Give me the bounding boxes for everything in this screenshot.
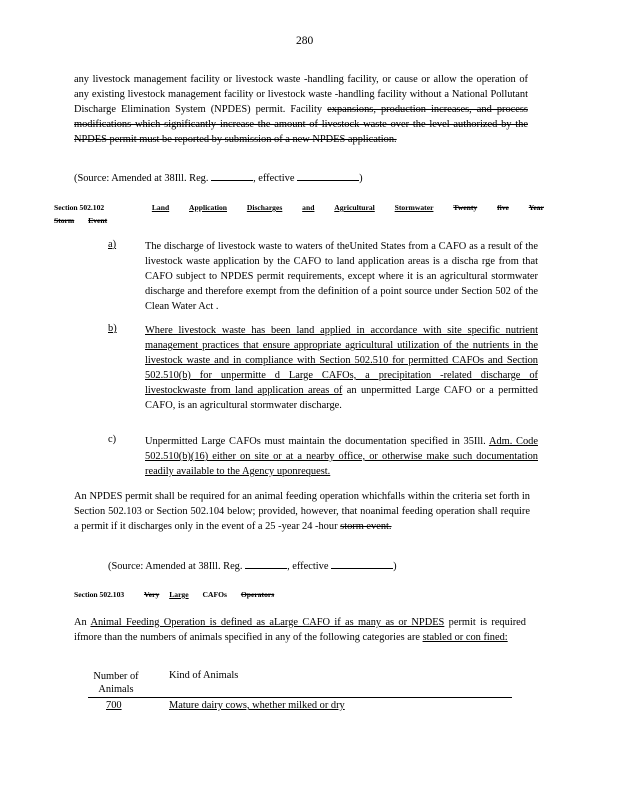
title-struck-very: Very	[143, 590, 160, 599]
source-note-suffix: )	[359, 173, 363, 184]
source-note-1	[74, 171, 363, 184]
title-struck-storm: Storm	[54, 216, 75, 225]
item-b-plain: an unpermitted Large CAFO or a permitted CAFO, is an agricultural stormwater discharge.	[145, 385, 538, 411]
item-c-plain: Unpermitted Large CAFOs must maintain the documentation specified in 35Ill.	[145, 436, 486, 447]
intro-struck-text: expansions, production increases, and process modifications which significantly increase the amount of livestock waste over the level authorized by the NPDES permit must be reported by submission of a new NPDES application.	[74, 104, 528, 145]
npdes-text: An NPDES permit shall be required for an animal feeding operation whichfalls within the criteria set forth in Section 502.103 or Section 502.104 below; provided, however, that noanimal feeding operation shall require a permit if it discharges only in the event of a 25 -year 24 -hour	[74, 491, 530, 532]
title-discharges: Discharges	[246, 203, 283, 212]
definition-text-2: permit is required ifmore than the numbers of animals specified in any of the following categories are	[74, 617, 526, 643]
source-note-middle: , effective	[253, 173, 295, 184]
source-note-prefix: (Source: Amended at 38Ill. Reg.	[108, 561, 243, 572]
intro-text: any livestock management facility or livestock waste -handling facility, or cause or allow the operation of any existing livestock management facility or livestock waste -handling facility without a National Pollutant Discharge Elimination System (NPDES) permit. Facility	[74, 74, 528, 115]
title-struck-year: Year	[528, 203, 544, 212]
title-cafos: CAFOs	[202, 590, 227, 599]
npdes-struck-text: storm event.	[340, 521, 392, 532]
title-struck-operators: Operators	[240, 590, 275, 599]
source-note-suffix: )	[393, 561, 397, 572]
title-large: Large	[169, 590, 189, 599]
reg-blank	[211, 171, 253, 181]
col-header-kind: Kind of Animals	[169, 670, 239, 681]
definition-paragraph	[74, 615, 526, 645]
definition-underlined-2: stabled or con fined:	[422, 632, 508, 643]
effective-blank	[331, 559, 393, 569]
title-agricultural: Agricultural	[334, 203, 375, 212]
source-note-prefix: (Source: Amended at 38Ill. Reg.	[74, 173, 209, 184]
item-c-text	[145, 434, 538, 479]
intro-paragraph	[74, 72, 528, 147]
section-502-103-heading	[74, 590, 274, 599]
definition-text-1: An	[74, 617, 91, 628]
source-note-middle: , effective	[287, 561, 329, 572]
table-cell-kind: Mature dairy cows, whether milked or dry	[169, 700, 345, 711]
item-b-text	[145, 323, 538, 413]
npdes-paragraph	[74, 489, 530, 534]
section-label: Section 502.103	[74, 590, 125, 599]
item-c-marker: c)	[108, 434, 117, 445]
item-a-marker: a)	[108, 239, 117, 250]
title-struck-five: five	[497, 203, 509, 212]
item-b-marker: b)	[108, 323, 117, 334]
section-label: Section 502.102	[54, 203, 105, 212]
title-struck-event: Event	[88, 216, 108, 225]
source-note-2	[108, 559, 397, 572]
header-rule	[88, 697, 512, 698]
item-b-underlined: Where livestock waste has been land applied in accordance with site specific nutrient management practices that ensure appropriate agricultural utilization of the nutrients in the livestock waste and in compliance with Section 502.510 for permitted CAFOs and Section 502.510(b) for unpermitte d Large CAFOs, a precipitation -related discharge of livestockwaste from land application areas of	[145, 325, 538, 396]
title-stormwater: Stormwater	[394, 203, 434, 212]
page-number: 280	[296, 35, 314, 47]
title-land: Land	[151, 203, 170, 212]
table-cell-number: 700	[106, 700, 122, 711]
title-and: and	[302, 203, 315, 212]
effective-blank	[297, 171, 359, 181]
section-502-102-heading	[54, 201, 544, 227]
item-a-text: The discharge of livestock waste to waters of theUnited States from a CAFO as a result of the livestock waste application by the CAFO to land application areas is a discha rge from that CAFO subject to NPDES permit requirements, except where it is an agricultural stormwater discharge and therefore exempt from the definition of a point source under Section 502 of the Clean Water Act .	[145, 241, 538, 312]
reg-blank	[245, 559, 287, 569]
title-struck-twenty: Twenty	[453, 203, 478, 212]
animals-table	[88, 670, 512, 716]
definition-underlined-1: Animal Feeding Operation is defined as aLarge CAFO if as many as or NPDES	[90, 617, 445, 628]
col-header-number: Number of Animals	[93, 671, 139, 695]
title-application: Application	[189, 203, 228, 212]
item-c-underlined: Adm. Code 502.510(b)(16) either on site or at a nearby office, or otherwise make such documentation readily available to the Agency uponrequest.	[145, 436, 538, 477]
